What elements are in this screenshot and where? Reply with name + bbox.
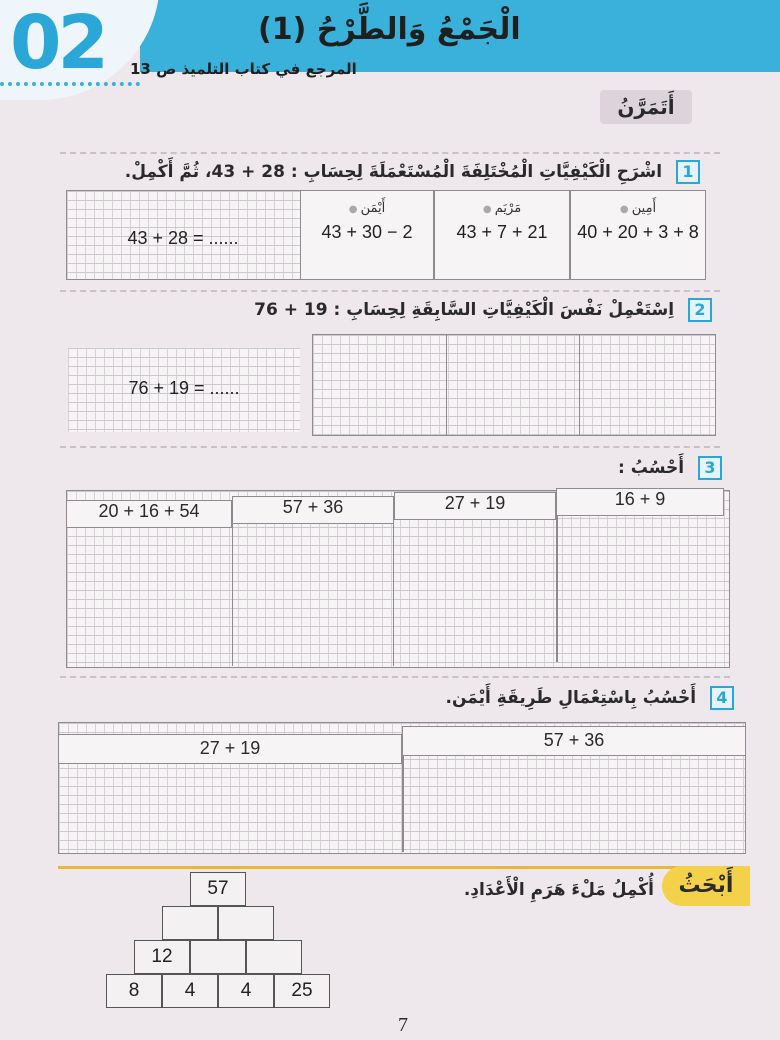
pyramid-cell (246, 940, 302, 974)
divider (60, 290, 720, 292)
exercise2-number: 2 (688, 298, 712, 322)
divider (60, 676, 730, 678)
method-expression: 43 + 30 − 2 (321, 222, 413, 242)
exercise3-header: 16 + 9 (556, 488, 724, 516)
exercise2-instruction: اِسْتَعْمِلْ نَفْسَ الْكَيْفِيَّاتِ السَّابِقَةِ لِحِسَابِ : 19 + 76 (254, 300, 675, 320)
pyramid-cell: 12 (134, 940, 190, 974)
table-column (556, 516, 558, 662)
method-cell-amine: ● أَمِين 40 + 20 + 3 + 8 (570, 190, 706, 280)
exercise1-instruction: اشْرَحِ الْكَيْفِيَّاتِ الْمُخْتَلِفَةَ الْمُسْتَعْمَلَةَ لِحِسَابِ : 28 + 43، ثُمَّ أَكْمِلْ. (124, 162, 663, 182)
exercise3-number: 3 (698, 456, 722, 480)
research-instruction: أُكْمِلُ مَلْءَ هَرَمِ الْأَعْدَادِ. (463, 880, 654, 900)
exercise2-answer: 76 + 19 = ...... (128, 378, 240, 398)
pyramid-top-cell: 57 (190, 872, 246, 906)
exercise2-title (254, 298, 712, 322)
pyramid-cell (218, 906, 274, 940)
method-name: أَيْمَن (360, 201, 386, 216)
method-name: مَرْيَم (494, 201, 522, 216)
method-expression: 43 + 7 + 21 (456, 222, 548, 242)
exercise3-header: 20 + 16 + 54 (66, 500, 232, 528)
exercise4-title (446, 686, 734, 710)
exercise3-instruction: أَحْسُبُ : (617, 458, 685, 478)
exercise4-instruction: أَحْسُبُ بِاسْتِعْمَالِ طَرِيقَةِ أَيْمَن. (445, 688, 697, 708)
method-name: أَمِين (631, 201, 657, 216)
pyramid-cell: 4 (218, 974, 274, 1008)
pyramid-cell: 4 (162, 974, 218, 1008)
exercise4-header: 27 + 19 (58, 734, 402, 764)
divider (60, 152, 720, 154)
pyramid-cell (190, 940, 246, 974)
exercise3-title (618, 456, 722, 480)
exercise3-header: 57 + 36 (232, 496, 394, 524)
page-number: 7 (398, 1014, 408, 1036)
practice-label: أَتَمَرَّنُ (600, 90, 692, 124)
table-column (446, 334, 580, 436)
exercise4-number: 4 (710, 686, 734, 710)
exercise1-answer: 43 + 28 = ...... (127, 228, 239, 248)
lesson-number: 02 (10, 0, 105, 86)
research-label: أَبْحَثُ (662, 866, 750, 906)
dotted-divider (0, 82, 140, 86)
exercise1-number: 1 (676, 160, 700, 184)
method-expression: 40 + 20 + 3 + 8 (577, 222, 699, 242)
divider (60, 446, 720, 448)
method-cell-ayman: ● أَيْمَن 43 + 30 − 2 (300, 190, 434, 280)
method-cell-maryam: ● مَرْيَم 43 + 7 + 21 (434, 190, 570, 280)
table-column (232, 524, 394, 666)
lesson-title: الْجَمْعُ وَالطَّرْحُ (1) (258, 12, 521, 47)
section-divider (58, 866, 748, 869)
pyramid-cell (162, 906, 218, 940)
pyramid-cell: 25 (274, 974, 330, 1008)
exercise3-header: 27 + 19 (394, 492, 556, 520)
table-column (402, 756, 404, 852)
exercise4-header: 57 + 36 (402, 726, 746, 756)
book-reference: المرجع في كتاب التلميذ ص 13 (130, 60, 357, 78)
pyramid-cell: 8 (106, 974, 162, 1008)
exercise1-title (125, 160, 700, 184)
